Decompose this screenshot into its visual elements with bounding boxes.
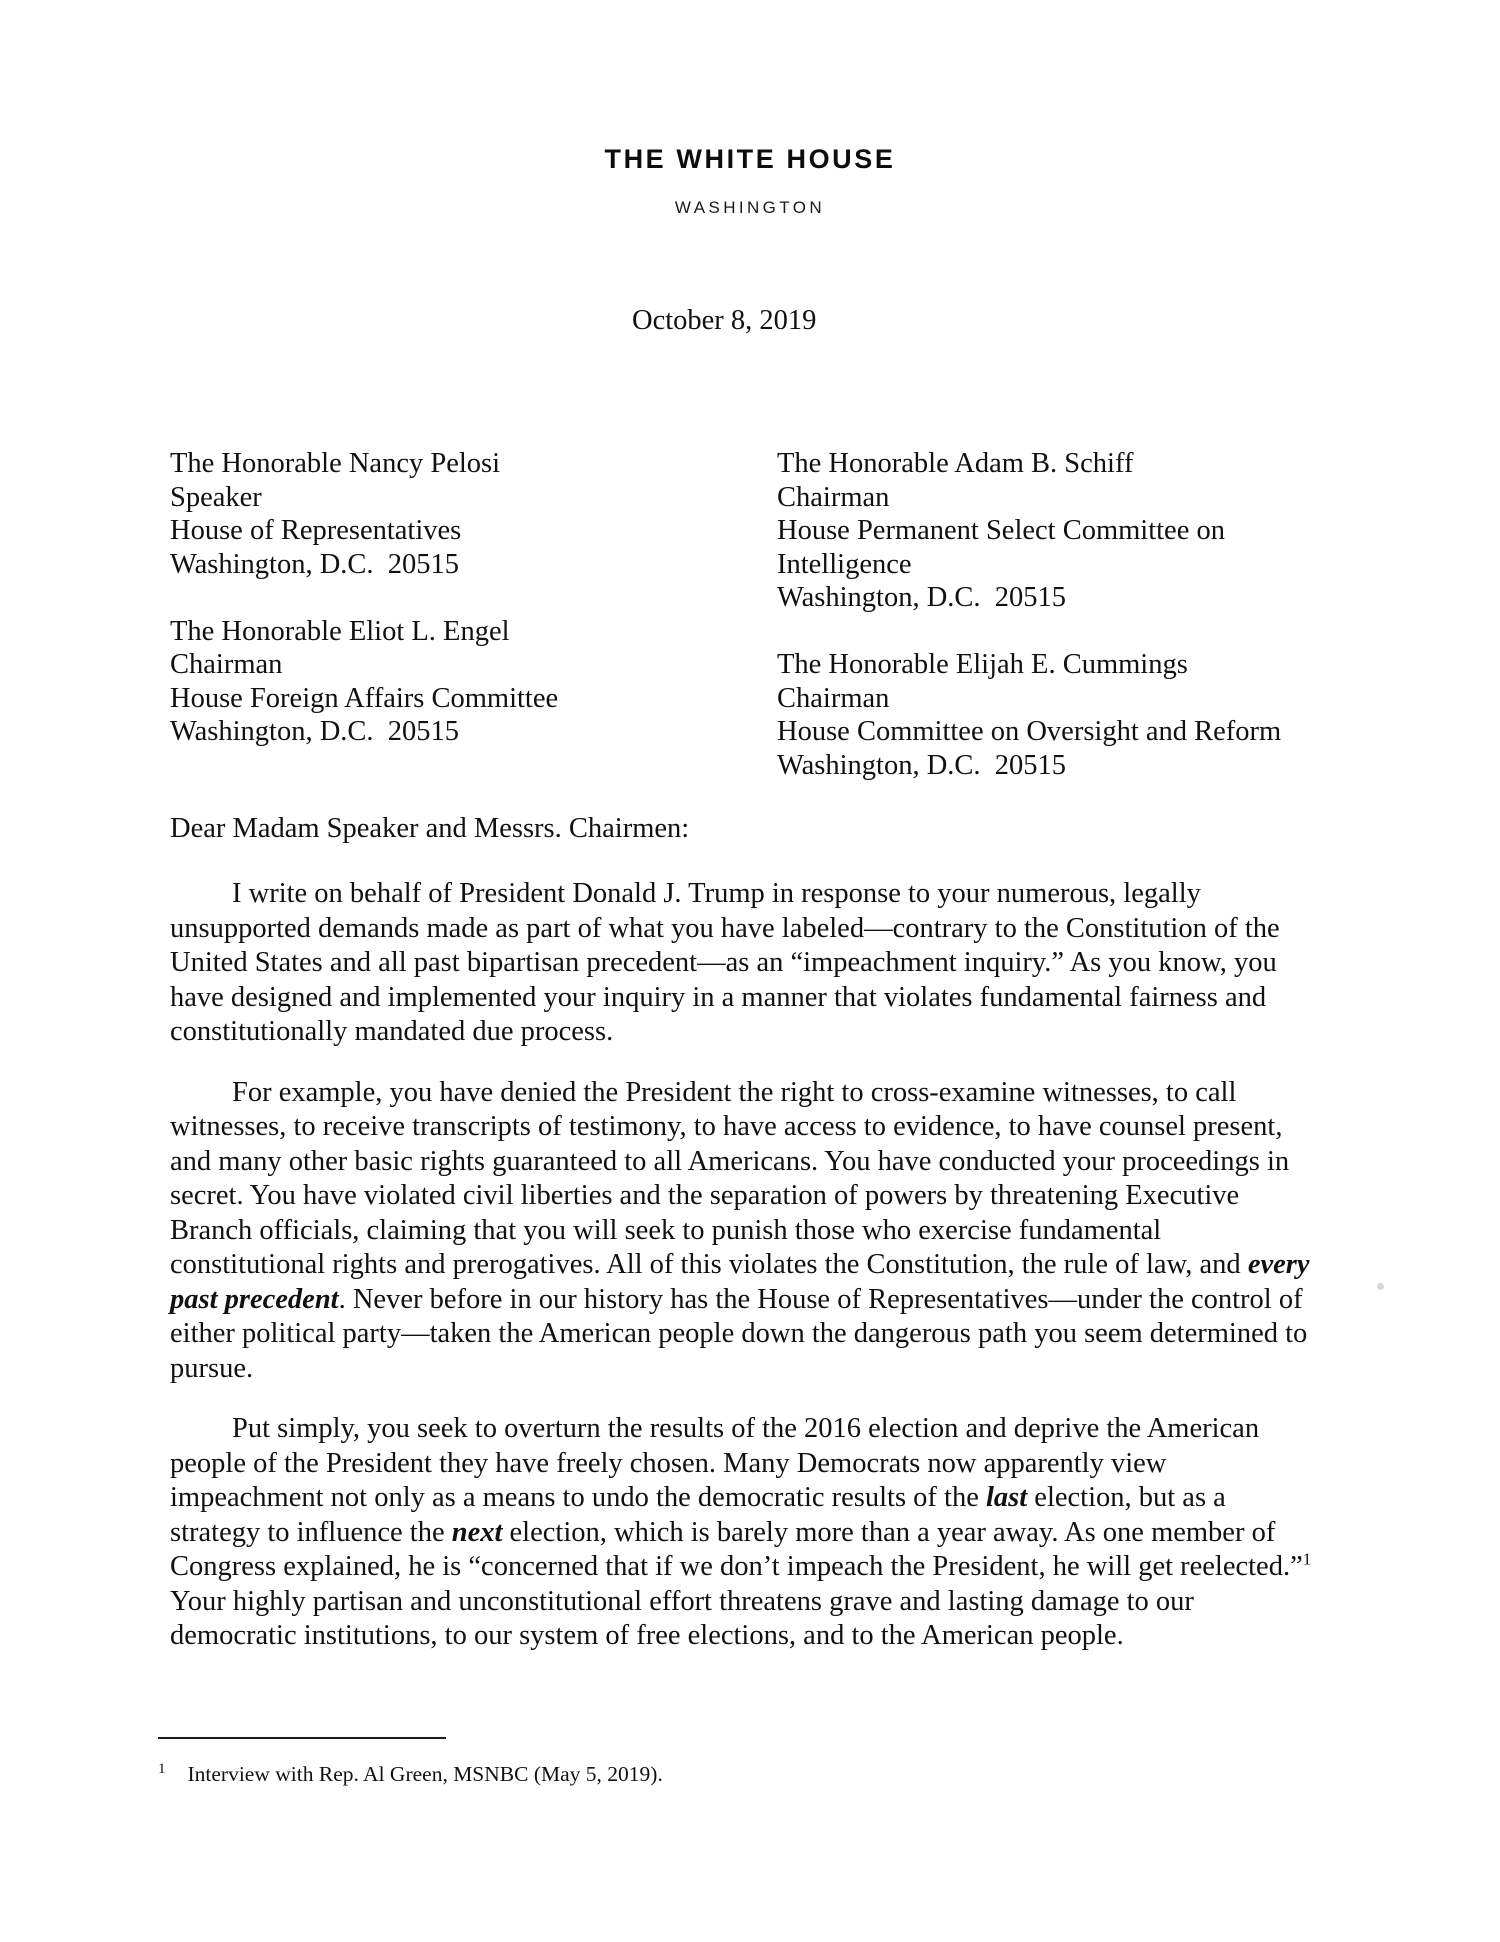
letterhead-subtitle: WASHINGTON [674, 198, 826, 217]
addressee-line: The Honorable Eliot L. Engel [170, 615, 510, 647]
addressee-line: The Honorable Elijah E. Cummings [777, 649, 1188, 680]
addressee-line: Washington, D.C. 20515 [777, 749, 1067, 781]
paragraph-text: election, but as a strategy to influence the [170, 1482, 1226, 1548]
paragraph-text: I write on behalf of President Donald J. Trump in response to your numerous, legally unsupported demands made as part of what you have labeled—contrary to the Constitution of the United States and all past bipartisan precedent—as an “impeachment inquiry.” As you know, you have designed and implemented your inquiry in a manner that violates fundamental fairness and constitutionally mandated due process. [170, 878, 1280, 1047]
addressee-line: Chairman [170, 649, 283, 680]
footnote-text: Interview with Rep. Al Green, MSNBC (May 5, 2019). [187, 1762, 663, 1786]
footnote-item-1 [158, 1761, 1058, 1787]
addressee-line: The Honorable Adam B. Schiff [777, 448, 1134, 479]
scan-artifact-speck [1377, 1283, 1384, 1290]
paragraph-text: . Never before in our history has the House of Representatives—under the control of either political party—taken the American people down the dangerous path you seem determined to pursue. [170, 1283, 1308, 1384]
footnote-reference-1[interactable]: 1 [1302, 1549, 1312, 1569]
addressee-line: House Foreign Affairs Committee [170, 682, 559, 714]
letterhead-title: THE WHITE HOUSE [604, 144, 896, 174]
emphasis-next: next [451, 1516, 503, 1548]
letterhead [0, 146, 1500, 216]
letter-body [170, 877, 1315, 1654]
addressee-block-schiff [777, 447, 1337, 615]
addressee-line: Intelligence [777, 548, 912, 580]
addressee-line: House Permanent Select Committee on [777, 515, 1225, 546]
body-paragraph-1 [170, 877, 1315, 1050]
addressee-line: Washington, D.C. 20515 [170, 548, 460, 580]
footnote-separator-rule [158, 1737, 446, 1739]
addressee-column-right [777, 447, 1337, 782]
emphasis-last: last [985, 1482, 1028, 1513]
paragraph-text: Your highly partisan and unconstitutional effort threatens grave and lasting damage to our democratic institutions, to our system of free elections, and to the American people. [170, 1585, 1194, 1651]
footnote-area [158, 1737, 1058, 1787]
paragraph-text: For example, you have denied the President the right to cross-examine witnesses, to call witnesses, to receive transcripts of testimony, to have access to evidence, to have counsel present, and many other basic rights guaranteed to all Americans. You have conducted your proceedings in secret. You have violated civil liberties and the separation of powers by threatening Executive Branch officials, claiming that you will seek to punish those who exercise fundamental constitutional rights and prerogatives. All of this violates the Constitution, the rule of law, and [170, 1076, 1290, 1280]
addressee-line: Washington, D.C. 20515 [170, 716, 460, 747]
addressee-line: House of Representatives [170, 515, 462, 546]
paragraph-text: Put simply, you seek to overturn the results of the 2016 election and deprive the American people of the President they have freely chosen. Many Democrats now apparently view impeachment not only as a means to undo the democratic results of the [170, 1413, 1260, 1513]
footnote-marker: 1 [158, 1760, 166, 1777]
addressee-column-left [170, 447, 780, 749]
addressee-line: Chairman [777, 481, 890, 513]
addressee-block-pelosi [170, 447, 780, 581]
addressee-line: Chairman [777, 682, 890, 714]
paragraph-text: election, which is barely more than a year away. As one member of Congress explained, he is “concerned that if we don’t impeach the President, he will get reelected.” [170, 1516, 1303, 1582]
body-paragraph-3 [170, 1412, 1315, 1654]
addressee-block-cummings [777, 648, 1337, 782]
addressee-line: Washington, D.C. 20515 [777, 582, 1067, 613]
addressee-line: The Honorable Nancy Pelosi [170, 448, 501, 479]
body-paragraph-2 [170, 1076, 1315, 1387]
addressee-line: Speaker [170, 481, 262, 513]
salutation: Dear Madam Speaker and Messrs. Chairmen: [170, 813, 690, 844]
addressee-block-engel [170, 615, 780, 749]
date-line: October 8, 2019 [632, 305, 817, 336]
addressee-line: House Committee on Oversight and Reform [777, 716, 1282, 747]
emphasis-every-past-precedent: every past precedent [170, 1249, 1310, 1315]
